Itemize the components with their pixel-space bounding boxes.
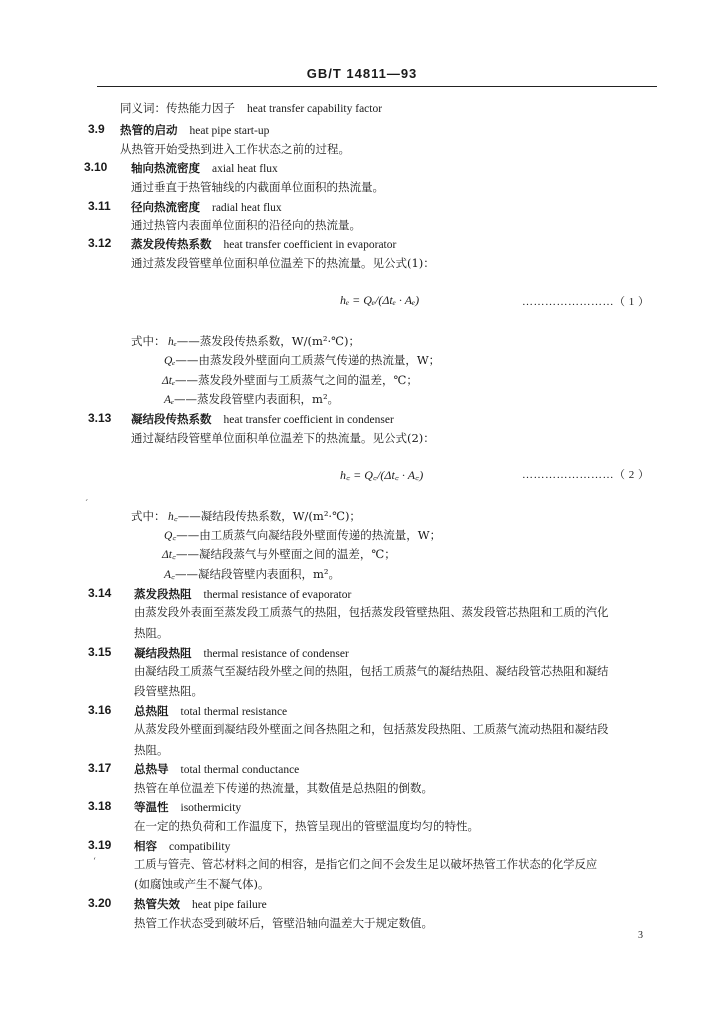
section-number: 3.14 bbox=[88, 586, 112, 600]
term-line bbox=[134, 800, 241, 815]
term-line bbox=[131, 412, 394, 427]
section-number: 3.12 bbox=[88, 236, 112, 250]
term-english: axial heat flux bbox=[212, 163, 278, 175]
term-line bbox=[134, 839, 230, 854]
definition-text: 通过凝结段管壁单位面积单位温差下的热流量。见公式(2)： bbox=[131, 431, 435, 445]
term-english: thermal resistance of evaporator bbox=[203, 589, 352, 601]
section-number: 3.19 bbox=[88, 838, 112, 852]
term-line bbox=[131, 237, 396, 252]
term-english: heat transfer coefficient in condenser bbox=[223, 414, 394, 426]
variable-symbol: h꜀ bbox=[168, 511, 178, 523]
variable-description: ——由蒸发段外壁面向工质蒸气传递的热流量，W； bbox=[175, 353, 441, 367]
equation-number-2: ……………………（ 2 ） bbox=[522, 469, 650, 481]
term-chinese: 热管的启动 bbox=[120, 123, 178, 137]
section-number: 3.20 bbox=[88, 896, 112, 910]
variable-line bbox=[164, 392, 339, 407]
formula-2: h꜀ = Q꜀/(Δt꜀ · A꜀) bbox=[340, 468, 424, 482]
term-line bbox=[131, 161, 278, 176]
variable-symbol: hₑ bbox=[168, 336, 177, 348]
term-line bbox=[134, 587, 351, 602]
section-number: 3.18 bbox=[88, 799, 112, 813]
variable-line bbox=[162, 547, 396, 562]
definition-text: 由蒸发段外表面至蒸发段工质蒸气的热阻，包括蒸发段管壁热阻、蒸发段管芯热阻和工质的汽化 bbox=[134, 606, 609, 619]
variable-description: ——蒸发段传热系数，W/(m²·℃)； bbox=[176, 334, 360, 348]
definition-text: 在一定的热负荷和工作温度下，热管呈现出的管壁温度均匀的特性。 bbox=[134, 819, 479, 833]
variable-description: ——凝结段蒸气与外壁面之间的温差，℃； bbox=[175, 547, 396, 561]
definition-text: 热阻。 bbox=[134, 626, 169, 640]
section-number: 3.10 bbox=[84, 160, 108, 174]
section-number: 3.13 bbox=[88, 411, 112, 425]
variable-symbol: A꜀ bbox=[164, 569, 176, 581]
speck-mark: ‘ bbox=[93, 857, 96, 867]
definition-text: (如腐蚀或产生不凝气体)。 bbox=[134, 877, 270, 891]
definition-text: 工质与管壳、管芯材料之间的相容，是指它们之间不会发生足以破坏热管工作状态的化学反应 bbox=[134, 858, 598, 871]
term-english: heat transfer coefficient in evaporator bbox=[223, 239, 397, 251]
header-rule bbox=[97, 86, 657, 87]
definition-text: 通过垂直于热管轴线的内截面单位面积的热流量。 bbox=[131, 180, 384, 194]
variable-line bbox=[162, 373, 418, 388]
section-number: 3.16 bbox=[88, 703, 112, 717]
variable-line bbox=[168, 334, 360, 349]
definition-text: 通过热管内表面单位面积的沿径向的热流量。 bbox=[131, 218, 361, 232]
term-chinese: 凝结段传热系数 bbox=[131, 412, 212, 426]
term-line bbox=[134, 762, 299, 777]
term-english: radial heat flux bbox=[212, 202, 282, 214]
speck-mark: ˊ bbox=[84, 500, 89, 510]
variable-symbol: Qₑ bbox=[164, 355, 176, 367]
synonym-line bbox=[120, 101, 382, 116]
variable-description: ——凝结段传热系数，W/(m²·℃)； bbox=[177, 509, 361, 523]
definition-text: 热管工作状态受到破坏后，管壁沿轴向温差大于规定数值。 bbox=[134, 916, 433, 930]
term-line bbox=[134, 704, 287, 719]
formula-1: hₑ = Qₑ/(Δtₑ · Aₑ) bbox=[340, 293, 420, 307]
term-chinese: 相容 bbox=[134, 839, 157, 853]
term-chinese: 蒸发段传热系数 bbox=[131, 237, 212, 251]
term-chinese: 等温性 bbox=[134, 800, 169, 814]
where-label: 式中： bbox=[131, 334, 166, 348]
definition-text: 从蒸发段外壁面到凝结段外壁面之间各热阻之和，包括蒸发段热阻、工质蒸气流动热阻和凝结段 bbox=[134, 723, 609, 736]
term-chinese: 径向热流密度 bbox=[131, 200, 200, 214]
section-number: 3.9 bbox=[88, 122, 105, 136]
variable-description: ——凝结段管壁内表面积，m²。 bbox=[175, 567, 341, 581]
term-english: heat pipe start-up bbox=[189, 125, 270, 137]
term-english: heat pipe failure bbox=[192, 899, 267, 911]
synonym-english: heat transfer capability factor bbox=[247, 103, 383, 115]
variable-symbol: Δt꜀ bbox=[162, 549, 176, 561]
term-chinese: 总热阻 bbox=[134, 704, 169, 718]
section-number: 3.15 bbox=[88, 645, 112, 659]
variable-description: ——由工质蒸气向凝结段外壁面传递的热流量，W； bbox=[176, 528, 442, 542]
standard-number-header: GB/T 14811—93 bbox=[306, 66, 418, 81]
term-line bbox=[131, 200, 282, 215]
term-english: thermal resistance of condenser bbox=[203, 648, 349, 660]
variable-line bbox=[168, 509, 361, 524]
section-number: 3.11 bbox=[88, 199, 111, 213]
variable-symbol: Δtₑ bbox=[162, 375, 175, 387]
variable-description: ——蒸发段外壁面与工质蒸气之间的温差，℃； bbox=[174, 373, 418, 387]
term-chinese: 蒸发段热阻 bbox=[134, 587, 192, 601]
variable-line bbox=[164, 353, 440, 368]
term-english: compatibility bbox=[169, 841, 231, 853]
term-chinese: 凝结段热阻 bbox=[134, 646, 192, 660]
term-english: isothermicity bbox=[180, 802, 242, 814]
term-english: total thermal conductance bbox=[180, 764, 300, 776]
variable-line bbox=[164, 528, 441, 543]
synonym-text: 同义词：传热能力因子 bbox=[120, 101, 235, 115]
variable-symbol: Q꜀ bbox=[164, 530, 177, 542]
term-chinese: 轴向热流密度 bbox=[131, 161, 200, 175]
term-line bbox=[120, 123, 269, 138]
variable-line bbox=[164, 567, 340, 582]
variable-symbol: Aₑ bbox=[164, 394, 175, 406]
term-line bbox=[134, 646, 349, 661]
page-number: 3 bbox=[638, 930, 643, 941]
definition-text: 通过蒸发段管壁单位面积单位温差下的热流量。见公式(1)： bbox=[131, 256, 435, 270]
equation-number-1: ……………………（ 1 ） bbox=[522, 296, 650, 308]
definition-text: 热管在单位温差下传递的热流量，其数值是总热阻的倒数。 bbox=[134, 781, 433, 795]
variable-description: ——蒸发段管壁内表面积，m²。 bbox=[174, 392, 340, 406]
definition-text: 热阻。 bbox=[134, 743, 169, 757]
section-number: 3.17 bbox=[88, 761, 112, 775]
term-line bbox=[134, 897, 267, 912]
term-chinese: 总热导 bbox=[134, 762, 169, 776]
where-label: 式中： bbox=[131, 509, 166, 523]
term-english: total thermal resistance bbox=[180, 706, 288, 718]
definition-text: 由凝结段工质蒸气至凝结段外壁之间的热阻，包括工质蒸气的凝结热阻、凝结段管芯热阻和凝结 bbox=[134, 665, 609, 678]
term-chinese: 热管失效 bbox=[134, 897, 180, 911]
definition-text: 从热管开始受热到进入工作状态之前的过程。 bbox=[120, 142, 350, 156]
definition-text: 段管壁热阻。 bbox=[134, 684, 203, 698]
